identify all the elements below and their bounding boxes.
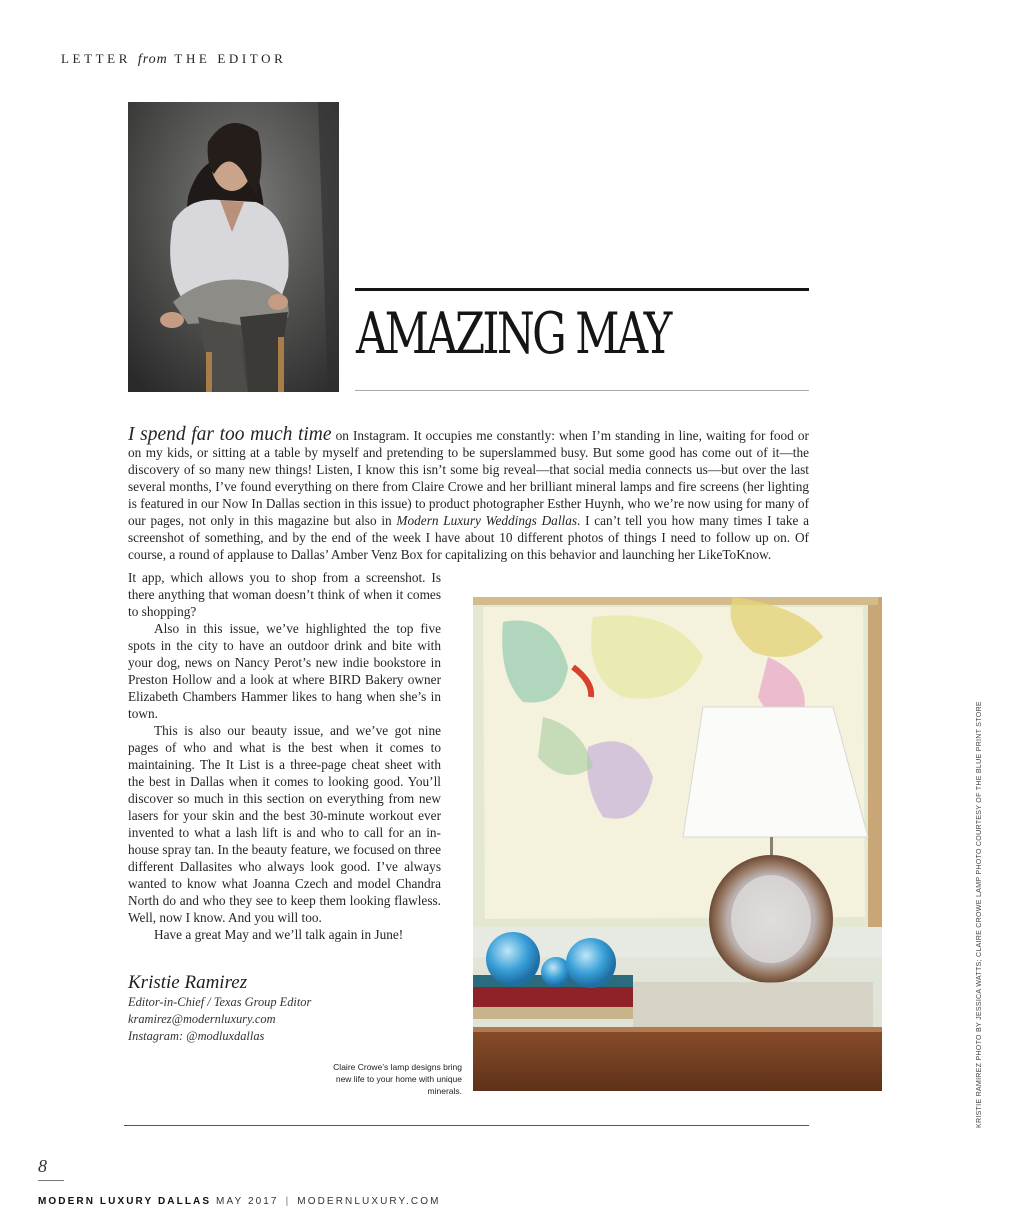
page-number: 8: [38, 1156, 47, 1176]
editor-name: Kristie Ramirez: [128, 972, 248, 993]
content-bottom-rule: [124, 1125, 809, 1126]
website[interactable]: MODERNLUXURY.COM: [297, 1196, 441, 1207]
editor-instagram[interactable]: Instagram: @modluxdallas: [128, 1029, 265, 1043]
editor-email[interactable]: kramirez@modernluxury.com: [128, 1012, 276, 1026]
page-number-rule: [38, 1180, 64, 1181]
page-footer: MODERN LUXURY DALLAS MAY 2017 | MODERNLUXURY.COM: [38, 1196, 441, 1207]
photo-credit: KRISTIE RAMIREZ PHOTO BY JESSICA WATTS; CLAIRE CROWE LAMP PHOTO COURTESY OF THE BLUE PRINT STORE: [975, 701, 983, 1128]
headline-bottom-rule: [355, 390, 809, 391]
headline: AMAZING MAY: [356, 301, 670, 367]
issue-date: MAY 2017: [216, 1196, 279, 1207]
paragraph-2: Also in this issue, we’ve highlighted the top five spots in the city to have an outdoor drink and bite with your dog, news on Nancy Perot’s new indie bookstore in Preston Hollow and a look at where BIRD Bakery owner Elizabeth Chambers Hammer likes to hang when she’s in town.: [128, 621, 441, 721]
section-label: LETTER from THE EDITOR: [61, 51, 287, 67]
paragraph-1: It app, which allows you to shop from a screenshot. Is there anything that woman doesn’t think of when it comes to shopping?: [128, 570, 441, 619]
paragraph-4: Have a great May and we’ll talk again in June!: [154, 927, 404, 942]
intro-paragraph: I spend far too much time on Instagram. It occupies me constantly: when I’m standing in line, waiting for food or on my kids, or sitting at a table by myself and pretending to be superslammed busy. But some good has come out of it—the discovery of so many new things! Listen, I know this isn’t some big reveal—that social media connects us—but over the last several months, I’ve found everything on there from Claire Crowe and her brilliant mineral lamps and fire screens (her lighting is featured in our Now In Dallas section in this issue) to product photographer Esther Huynh, who we’re now using for many of our pages, not only in this magazine but also in Modern Luxury Weddings Dallas. I can’t tell you how many times I take a screenshot of something, and by the end of the week I have about 10 different photos of things I need to follow up on. Of course, a round of applause to Dallas’ Amber Venz Box for capitalizing on this behavior and launching her LikeToKnow.: [128, 424, 809, 562]
claire-crowe-lamp-photo: [473, 597, 882, 1091]
publication-title: Modern Luxury Weddings Dallas: [396, 513, 578, 528]
editor-title: Editor-in-Chief / Texas Group Editor: [128, 995, 312, 1009]
headline-top-rule: [355, 288, 809, 291]
editor-portrait-photo: [128, 102, 339, 392]
paragraph-3: This is also our beauty issue, and we’ve got nine pages of who and what is the best when it comes to maintaining. The It List is a three-page cheat sheet with the best in Dallas when it comes to looking good. You’ll discover so much in this section on everything from new lasers for your skin and the best 30-minute workout ever invented to what a lash lift is and who to call for an in-house spray tan. In the beauty feature, we focused on three different Dallasites who always look good. I’ve always wanted to know what Joanna Czech and model Chandra North do and who they see to keep them looking flawless. Well, now I know. And you will too.: [128, 723, 441, 925]
magazine-name: MODERN LUXURY DALLAS: [38, 1196, 212, 1207]
letter-column: [128, 569, 441, 943]
photo-caption: Claire Crowe’s lamp designs bring new life to your home with unique minerals.: [333, 1062, 462, 1096]
intro-lead: I spend far too much time: [128, 424, 332, 445]
editor-signature: [128, 972, 311, 1045]
